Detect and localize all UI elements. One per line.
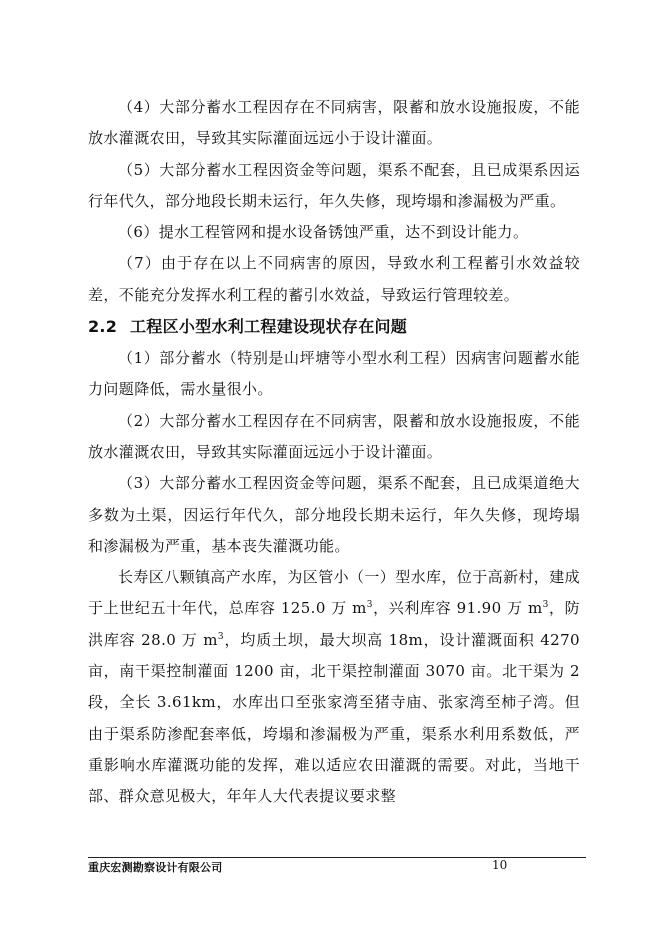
unit-superscript-1: 3 [366,600,373,611]
reservoir-text-3: ，防洪库容 28.0 万 m [88,599,580,649]
footer-company: 重庆宏测勘察设计有限公司 [88,861,223,874]
paragraph-item-4: （4）大部分蓄水工程因存在不同病害，限蓄和放水设施报废，不能放水灌溉农田，导致其实际灌面远远小于设计灌面。 [88,98,580,148]
paragraph-reservoir [88,562,580,812]
document-body [88,92,580,813]
paragraph-item-5: （5）大部分蓄水工程因资金等问题，渠系不配套，且已成渠系因运行年代久，部分地段长期未运行，年久失修，现垮塌和渗漏极为严重。 [88,160,580,210]
unit-superscript-3: 3 [217,631,225,642]
reservoir-text-2: ，兴利库容 91.90 万 m [372,599,543,618]
section-number: 2.2 [88,317,118,337]
paragraph-item-6: （6）提水工程管网和提水设备锈蚀严重，达不到设计能力。 [118,223,529,242]
paragraph-item-7: （7）由于存在以上不同病害的原因，导致水利工程蓄引水效益较差，不能充分发挥水利工程的蓄引水效益，导致运行管理较差。 [88,254,580,304]
section-heading [88,311,580,343]
page-number: 10 [492,858,508,872]
unit-superscript-2: 3 [542,600,549,611]
section-title: 工程区小型水利工程建设现状存在问题 [130,317,408,337]
reservoir-text-1: 长寿区八颗镇高产水库，为区管小（一）型水库，位于高新村，建成于上世纪五十年代，总库容 125.0 万 m [88,568,581,618]
footer-divider [88,857,586,858]
reservoir-text-4: ，均质土坝，最大坝高 18m，设计灌溉面积 4270 亩，南干渠控制灌面 1200 亩，北干渠控制灌面 3070 亩。北干渠为 2 段，全长 3.61km，水库出口至张家湾至猪寺庙、张家湾至柿子湾。但由于渠系防渗配套率低，垮塌和渗漏极为严重，渠系水利用系数低，严重影响水库灌溉功能的发挥，难以适应农田灌溉的需要。对此，当地干部、群众意见极大，年年人大代表提议要求整 [88,630,580,806]
paragraph-problem-3: （3）大部分蓄水工程因资金等问题，渠系不配套，且已成渠道绝大多数为土渠，因运行年代久，部分地段长期未运行，年久失修，现垮塌和渗漏极为严重，基本丧失灌溉功能。 [88,474,580,555]
paragraph-problem-1: （1）部分蓄水（特别是山坪塘等小型水利工程）因病害问题蓄水能力问题降低，需水量很小。 [88,349,580,399]
paragraph-problem-2: （2）大部分蓄水工程因存在不同病害，限蓄和放水设施报废，不能放水灌溉农田，导致其实际灌面远远小于设计灌面。 [88,411,580,461]
